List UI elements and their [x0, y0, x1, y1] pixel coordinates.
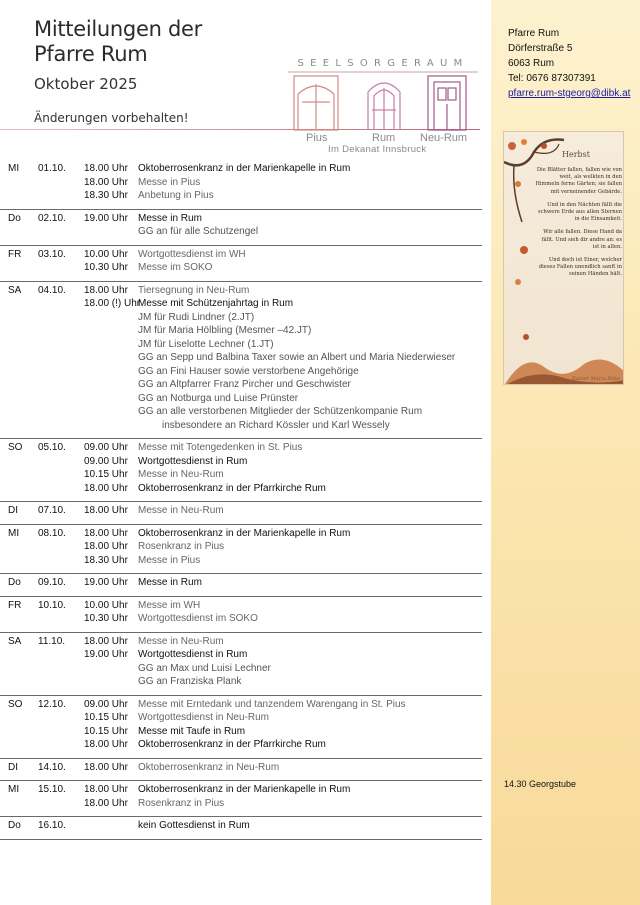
event-description: Messe in Neu-Rum: [138, 505, 224, 517]
logo-label-pius: Pius: [306, 132, 328, 144]
poem-stanza-2: Und in den Nächten fällt die schwere Erde aus allen Sternen in die Einsamkeit.: [537, 201, 622, 223]
sidebar: [491, 0, 640, 905]
event-row: [0, 297, 482, 311]
event-note: GG an Franziska Plank: [138, 676, 242, 688]
event-weekday: Do: [8, 212, 21, 224]
event-description: kein Gottesdienst in Rum: [138, 820, 250, 832]
event-row: [0, 482, 482, 496]
event-date: 14.10.: [38, 761, 66, 773]
event-time: 09.00 Uhr: [84, 698, 128, 710]
event-description: Messe in Rum: [138, 212, 202, 224]
event-note: GG an für alle Schutzengel: [138, 226, 259, 238]
event-description: Messe mit Totengedenken in St. Pius: [138, 442, 303, 454]
event-note: GG an Max und Luisi Lechner: [138, 662, 271, 674]
event-description: Wortgottesdienst in Neu-Rum: [138, 712, 269, 724]
event-date: 10.10.: [38, 599, 66, 611]
event-row: [0, 189, 482, 203]
title-line-2: Pfarre Rum: [34, 42, 148, 66]
event-date: 07.10.: [38, 505, 66, 517]
event-time: 19.00 Uhr: [84, 212, 128, 224]
event-weekday: SO: [8, 698, 23, 710]
event-weekday: MI: [8, 527, 20, 539]
day-block: [0, 597, 482, 633]
month-label: Oktober 2025: [34, 75, 138, 93]
event-description: Messe mit Schützenjahrtag in Rum: [138, 298, 294, 310]
event-description: Messe im SOKO: [138, 262, 213, 274]
event-row: [0, 176, 482, 190]
event-description: Messe in Neu-Rum: [138, 635, 224, 647]
event-note: JM für Liselotte Lechner (1.JT): [138, 338, 274, 350]
event-description: Rosenkranz in Pius: [138, 797, 225, 809]
event-description: Oktoberrosenkranz in der Pfarrkirche Rum: [138, 739, 326, 751]
event-weekday: FR: [8, 248, 22, 260]
poem-text: [534, 167, 622, 285]
event-time: 18.30 Uhr: [84, 190, 128, 202]
event-date: 03.10.: [38, 248, 66, 260]
contact-city: 6063 Rum: [508, 58, 555, 69]
event-time: 18.00 Uhr: [84, 784, 128, 796]
event-time: 09.00 Uhr: [84, 442, 128, 454]
event-time: 10.15 Uhr: [84, 725, 128, 737]
event-description: Messe in Neu-Rum: [138, 469, 224, 481]
event-time: 18.00 Uhr: [84, 163, 128, 175]
event-time: 19.00 Uhr: [84, 649, 128, 661]
day-block: [0, 525, 482, 575]
event-time: 18.00 Uhr: [84, 505, 128, 517]
event-row: [0, 612, 482, 626]
event-row: [0, 212, 482, 226]
event-row: [0, 783, 482, 797]
day-block: [0, 781, 482, 817]
event-time: 10.00 Uhr: [84, 599, 128, 611]
event-time: 18.00 Uhr: [84, 482, 128, 494]
day-block: [0, 633, 482, 696]
event-date: 09.10.: [38, 577, 66, 589]
event-time: 10.30 Uhr: [84, 262, 128, 274]
event-row: [0, 504, 482, 518]
logo-subtitle: Im Dekanat Innsbruck: [328, 144, 427, 155]
event-description: Oktoberrosenkranz in der Pfarrkirche Rum: [138, 482, 326, 494]
event-description: Tiersegnung in Neu-Rum: [138, 284, 250, 296]
event-time: 18.30 Uhr: [84, 554, 128, 566]
event-row: [0, 725, 482, 739]
event-row: [0, 711, 482, 725]
title-line-1: Mitteilungen der: [34, 17, 202, 41]
event-date: 04.10.: [38, 284, 66, 296]
event-description: Messe mit Taufe in Rum: [138, 725, 246, 737]
day-block: [0, 282, 482, 440]
event-row: [0, 576, 482, 590]
event-weekday: MI: [8, 784, 20, 796]
change-notice: Änderungen vorbehalten!: [34, 111, 189, 125]
event-description: Messe in Pius: [138, 554, 201, 566]
event-row: [0, 441, 482, 455]
event-description: Rosenkranz in Pius: [138, 541, 225, 553]
event-description: Messe im WH: [138, 599, 201, 611]
contact-block: [508, 26, 630, 101]
logo-label-neurum: Neu-Rum: [420, 132, 468, 144]
event-description: Wortgottesdienst in Rum: [138, 649, 248, 661]
event-weekday: DI: [8, 761, 18, 773]
contact-name: Pfarre Rum: [508, 28, 560, 39]
event-row: [0, 162, 482, 176]
event-row: [0, 761, 482, 775]
event-row: [0, 635, 482, 649]
event-time: 10.00 Uhr: [84, 248, 128, 260]
event-time: 10.15 Uhr: [84, 712, 128, 724]
event-row: [0, 797, 482, 811]
event-row: [0, 248, 482, 262]
poem-title: Herbst: [562, 150, 590, 159]
event-date: 01.10.: [38, 163, 66, 175]
event-time: 18.00 Uhr: [84, 761, 128, 773]
event-description: Wortgottesdienst im WH: [138, 248, 246, 260]
event-weekday: SO: [8, 442, 23, 454]
event-date: 08.10.: [38, 527, 66, 539]
contact-phone: Tel: 0676 87307391: [508, 73, 596, 84]
contact-email-link[interactable]: pfarre.rum-stgeorg@dibk.at: [508, 88, 631, 99]
event-time: 09.00 Uhr: [84, 455, 128, 467]
event-note: GG an Notburga und Luise Prünster: [138, 392, 299, 404]
day-block: [0, 246, 482, 282]
contact-street: Dörferstraße 5: [508, 43, 573, 54]
poem-card: [503, 131, 624, 385]
event-weekday: DI: [8, 505, 18, 517]
poem-stanza-4: Und doch ist Einer, welcher dieses Fallen unendlich sanft in seinen Händen hält.: [538, 257, 622, 278]
day-block: [0, 502, 482, 525]
event-description: Wortgottesdienst in Rum: [138, 455, 248, 467]
event-note: JM für Maria Hölbling (Mesmer –42.JT): [138, 325, 312, 337]
event-row: [0, 599, 482, 613]
event-note: JM für Rudi Lindner (2.JT): [138, 311, 255, 323]
event-time: 18.00 Uhr: [84, 527, 128, 539]
event-time: 18.00 Uhr: [84, 635, 128, 647]
event-weekday: SA: [8, 284, 22, 296]
poem-author: Rainer Maria Rilke: [572, 376, 621, 382]
event-weekday: FR: [8, 599, 22, 611]
logo-label-rum: Rum: [372, 132, 396, 144]
event-weekday: Do: [8, 820, 21, 832]
event-note: insbesondere an Richard Kössler und Karl Wessely: [162, 419, 390, 431]
event-time: 18.00 Uhr: [84, 739, 128, 751]
day-block: [0, 817, 482, 840]
event-time: 18.00 Uhr: [84, 284, 128, 296]
event-time: 18.00 (!) Uhr: [84, 298, 141, 310]
poem-stanza-1: Die Blätter fallen, fallen wie von weit, als welkten in den Himmeln ferne Gärten; sie fallen mit verneinender Gebärde.: [535, 167, 622, 195]
event-time: 19.00 Uhr: [84, 577, 128, 589]
event-note: GG an alle verstorbenen Mitglieder der Schützenkompanie Rum: [138, 406, 423, 418]
event-date: 11.10.: [38, 635, 66, 647]
event-description: Oktoberrosenkranz in der Marienkapelle in Rum: [138, 784, 351, 796]
day-block: [0, 759, 482, 782]
event-row: [0, 527, 482, 541]
event-date: 05.10.: [38, 442, 66, 454]
service-schedule: [0, 160, 482, 840]
event-time: 18.00 Uhr: [84, 176, 128, 188]
event-row: [0, 554, 482, 568]
event-row: [0, 738, 482, 752]
event-date: 12.10.: [38, 698, 66, 710]
day-block: [0, 439, 482, 502]
day-block: [0, 696, 482, 759]
page-title: [34, 17, 202, 67]
day-block: [0, 210, 482, 246]
event-weekday: MI: [8, 163, 20, 175]
side-note: 14.30 Georgstube: [504, 779, 577, 789]
event-time: 10.30 Uhr: [84, 613, 128, 625]
event-weekday: SA: [8, 635, 22, 647]
poem-stanza-3: Wir alle fallen. Diese Hand da fällt. Und sieh dir andre an: es ist in allen.: [541, 229, 622, 250]
event-description: Oktoberrosenkranz in der Marienkapelle in Rum: [138, 163, 351, 175]
event-description: Messe in Pius: [138, 176, 201, 188]
event-time: 10.15 Uhr: [84, 469, 128, 481]
event-description: Messe mit Erntedank und tanzendem Warengang in St. Pius: [138, 698, 406, 710]
event-row: [0, 698, 482, 712]
event-row: [0, 540, 482, 554]
event-date: 15.10.: [38, 784, 66, 796]
event-description: Messe in Rum: [138, 577, 202, 589]
event-description: Wortgottesdienst im SOKO: [138, 613, 258, 625]
event-description: Oktoberrosenkranz in Neu-Rum: [138, 761, 280, 773]
event-note: GG an Sepp und Balbina Taxer sowie an Albert und Maria Niederwieser: [138, 352, 456, 364]
event-row: [0, 468, 482, 482]
day-block: [0, 574, 482, 597]
event-date: 16.10.: [38, 820, 66, 832]
event-note: GG an Fini Hauser sowie verstorbene Angehörige: [138, 365, 359, 377]
event-row: [0, 284, 482, 298]
event-note: GG an Altpfarrer Franz Pircher und Geschwister: [138, 379, 351, 391]
event-row: [0, 819, 482, 833]
event-row: [0, 261, 482, 275]
event-time: 18.00 Uhr: [84, 541, 128, 553]
church-doors-icon: [288, 70, 478, 132]
event-description: Anbetung in Pius: [138, 190, 214, 202]
logo-wordmark: SEELSORGERAUM: [297, 58, 469, 69]
seelsorgeraum-logo: [288, 56, 478, 156]
event-date: 02.10.: [38, 212, 66, 224]
event-time: 18.00 Uhr: [84, 797, 128, 809]
event-weekday: Do: [8, 577, 21, 589]
event-row: [0, 455, 482, 469]
event-row: [0, 648, 482, 662]
event-description: Oktoberrosenkranz in der Marienkapelle in Rum: [138, 527, 351, 539]
day-block: [0, 160, 482, 210]
